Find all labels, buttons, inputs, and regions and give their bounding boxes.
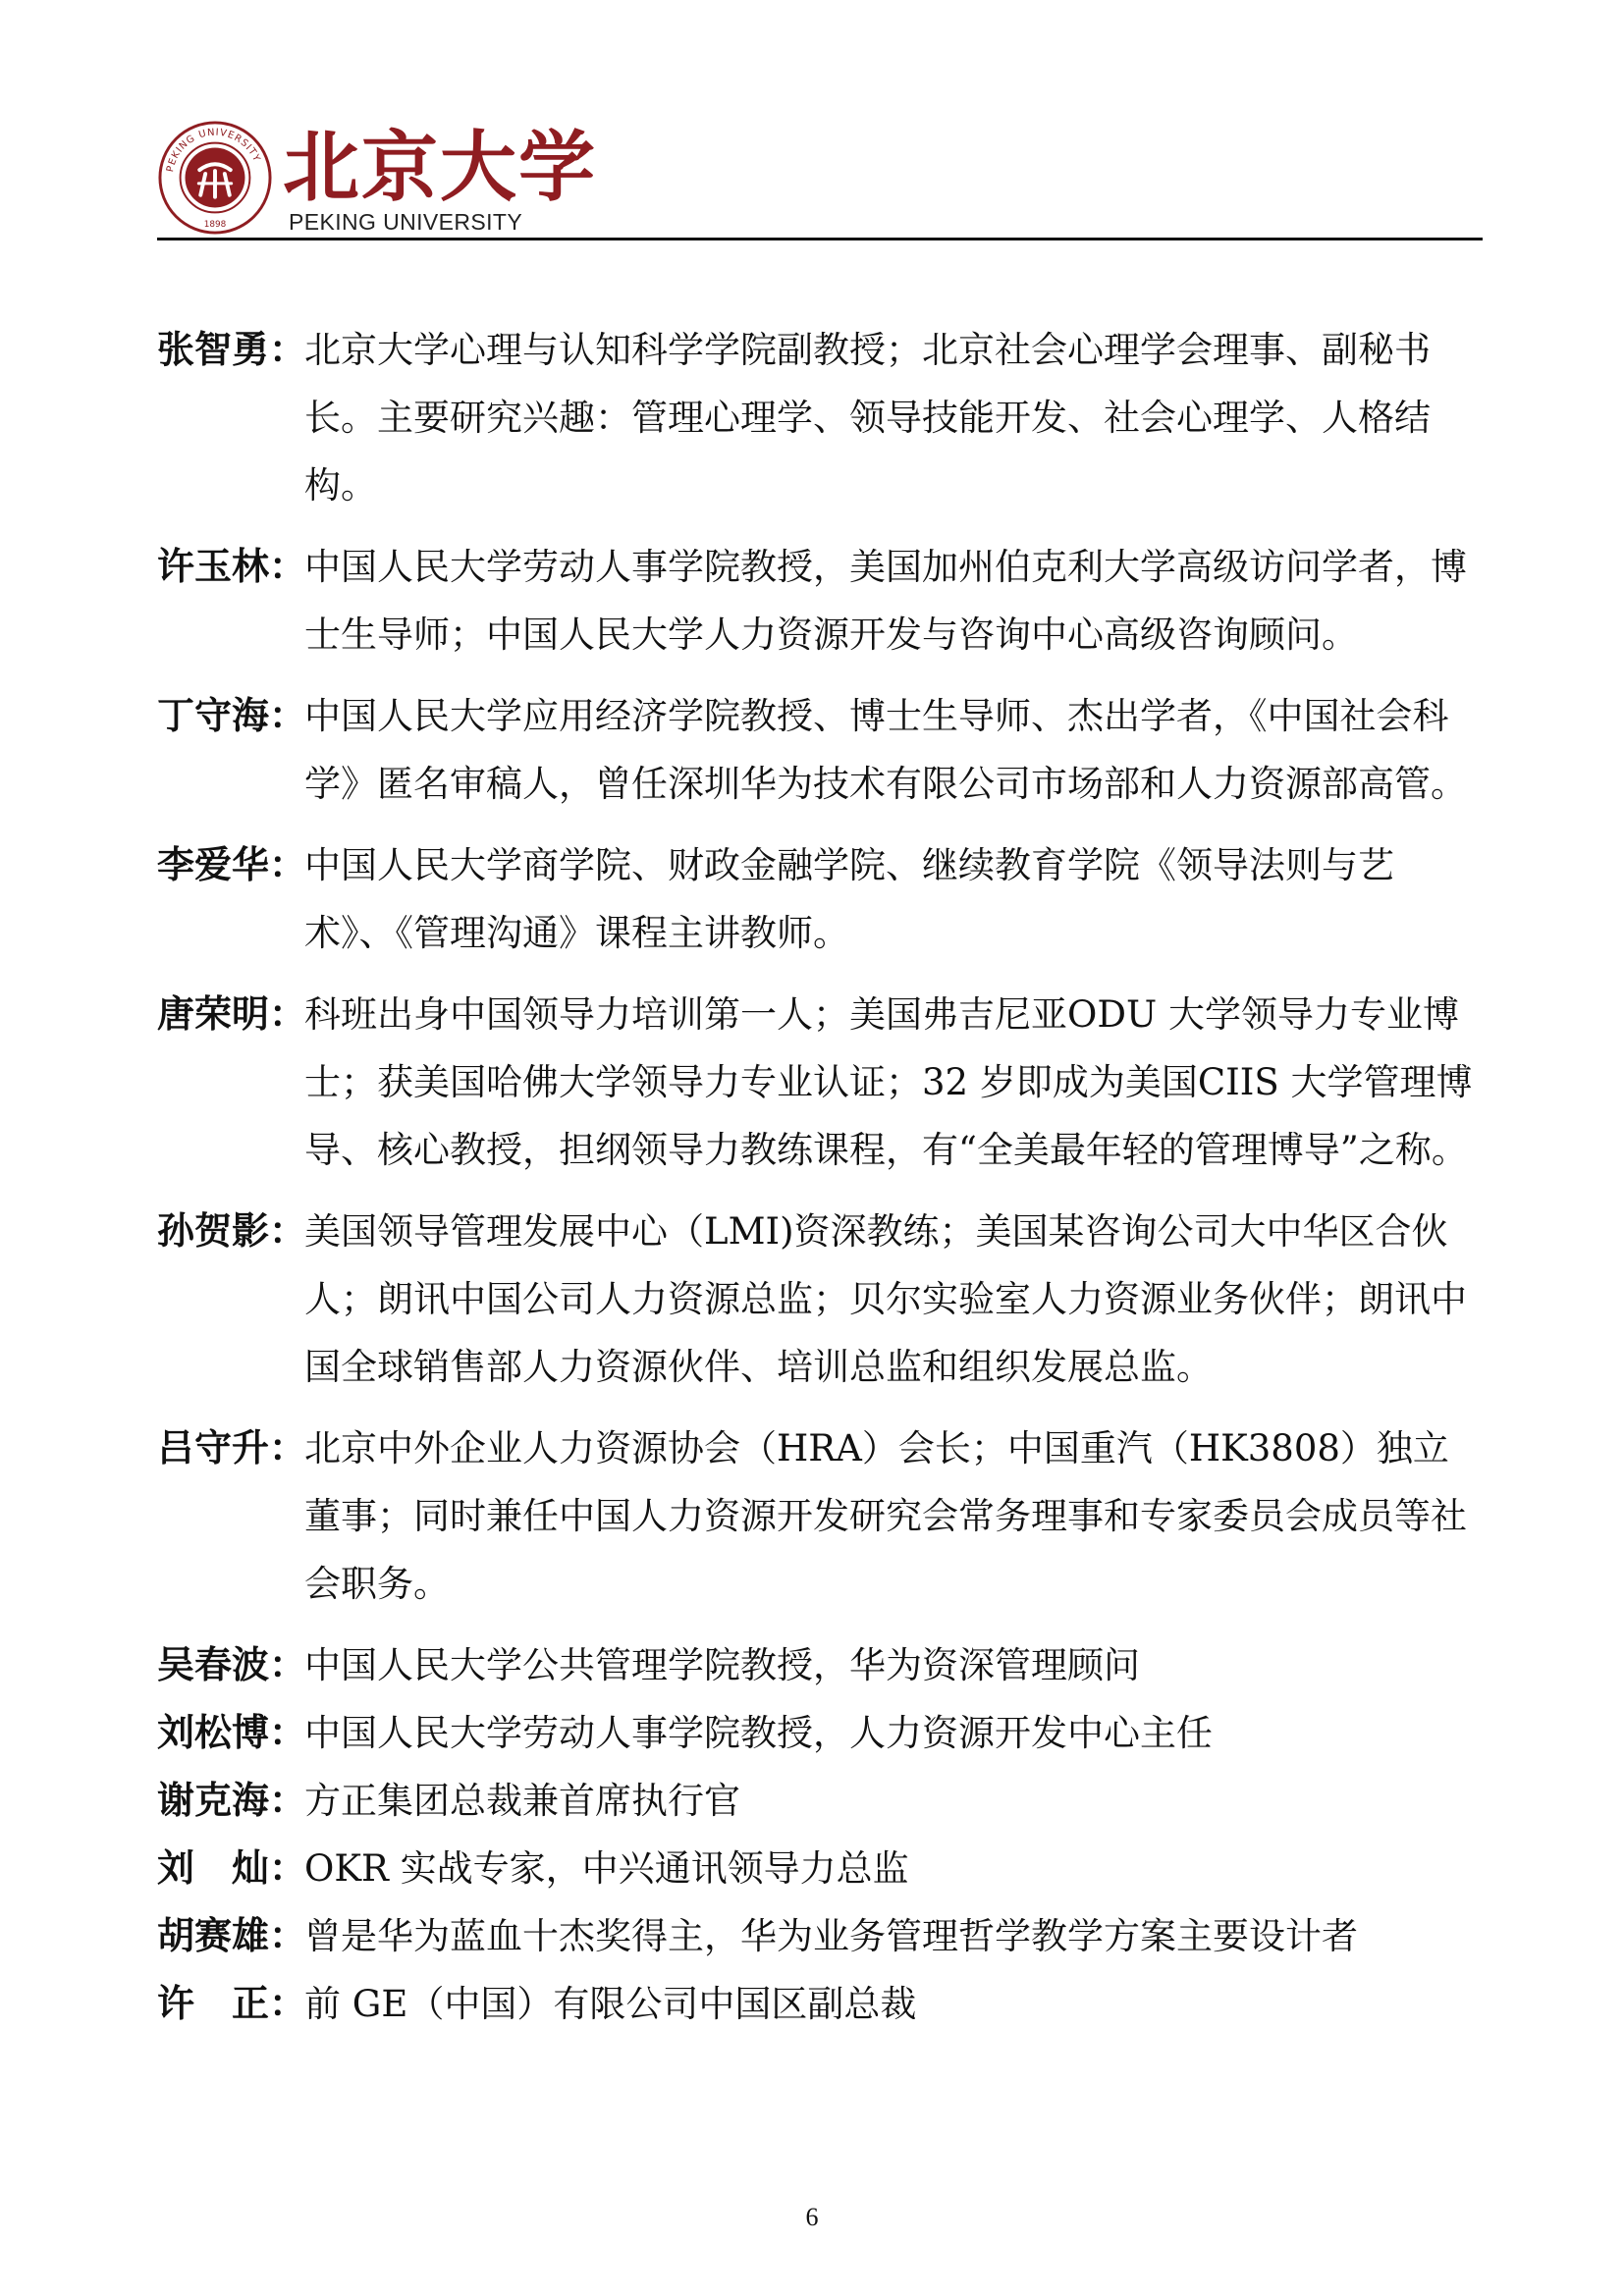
faculty-bio: 方正集团总裁兼首席执行官: [304, 1780, 740, 1822]
faculty-entry: [157, 1902, 1473, 1970]
faculty-name: 许 正：: [157, 1982, 307, 2025]
faculty-name: 谢克海：: [157, 1779, 307, 1822]
faculty-name: 刘松博：: [157, 1711, 307, 1754]
faculty-bio: 中国人民大学应用经济学院教授、博士生导师、杰出学者，《中国社会科学》匿名审稿人，曾任深圳华为技术有限公司市场部和人力资源部高管。: [304, 695, 1467, 805]
faculty-bio: OKR 实战专家，中兴通讯领导力总监: [304, 1847, 909, 1890]
faculty-bio: 中国人民大学劳动人事学院教授，人力资源开发中心主任: [304, 1712, 1213, 1754]
faculty-bio: 中国人民大学商学院、财政金融学院、继续教育学院《领导法则与艺术》、《管理沟通》课程主讲教师。: [304, 844, 1394, 954]
faculty-bio: 北京中外企业人力资源协会（HRA）会长；中国重汽（HK3808）独立董事；同时兼任中国人力资源开发研究会常务理事和专家委员会成员等社会职务。: [304, 1427, 1467, 1605]
faculty-name: 孙贺影：: [157, 1209, 307, 1253]
faculty-bio: 中国人民大学劳动人事学院教授，美国加州伯克利大学高级访问学者，博士生导师；中国人民大学人力资源开发与咨询中心高级咨询顾问。: [304, 546, 1467, 656]
faculty-entry: [157, 1835, 1473, 1902]
faculty-name: 张智勇：: [157, 328, 307, 371]
university-logo-english: PEKING UNIVERSITY: [289, 209, 523, 235]
faculty-entry: [157, 981, 1473, 1184]
svg-text:PEKING UNIVERSITY: PEKING UNIVERSITY: [165, 127, 262, 174]
faculty-name: 许玉林：: [157, 545, 307, 588]
svg-text:1898: 1898: [203, 220, 227, 231]
faculty-entry: [157, 1415, 1473, 1618]
faculty-entry: [157, 1198, 1473, 1401]
faculty-bio: 中国人民大学公共管理学院教授，华为资深管理顾问: [304, 1644, 1140, 1686]
faculty-name: 胡赛雄：: [157, 1914, 307, 1957]
faculty-entry: [157, 1767, 1473, 1835]
faculty-entry: [157, 316, 1473, 519]
faculty-entry: [157, 1699, 1473, 1767]
faculty-bio: 曾是华为蓝血十杰奖得主，华为业务管理哲学教学方案主要设计者: [304, 1915, 1358, 1957]
faculty-name: 丁守海：: [157, 694, 307, 737]
faculty-entry: [157, 682, 1473, 818]
page-number: 6: [805, 2203, 819, 2231]
faculty-entry: [157, 1631, 1473, 1699]
faculty-name: 李爱华：: [157, 843, 307, 886]
faculty-bio: 美国领导管理发展中心（LMI)资深教练；美国某咨询公司大中华区合伙人；朗讯中国公司人力资源总监；贝尔实验室人力资源业务伙伴；朗讯中国全球销售部人力资源伙伴、培训总监和组织发展总监。: [304, 1210, 1467, 1388]
faculty-list: [157, 316, 1473, 2038]
faculty-name: 吴春波：: [157, 1643, 307, 1686]
faculty-name: 唐荣明：: [157, 992, 307, 1036]
university-logo-chinese: 北京大学: [283, 123, 598, 212]
faculty-bio: 前 GE（中国）有限公司中国区副总裁: [304, 1983, 917, 2025]
page-header: [157, 116, 1483, 240]
faculty-bio: 北京大学心理与认知科学学院副教授；北京社会心理学会理事、副秘书长。主要研究兴趣：管理心理学、领导技能开发、社会心理学、人格结构。: [304, 329, 1431, 507]
faculty-entry: [157, 533, 1473, 668]
header-divider: [157, 238, 1483, 240]
peking-university-seal-icon: [157, 120, 273, 236]
faculty-name: 刘 灿：: [157, 1846, 307, 1890]
faculty-bio: 科班出身中国领导力培训第一人；美国弗吉尼亚ODU 大学领导力专业博士；获美国哈佛大学领导力专业认证；32 岁即成为美国CIIS 大学管理博导、核心教授，担纲领导力教练课程，有“全美最年轻的管理博导”之称。: [304, 993, 1473, 1171]
faculty-entry: [157, 1970, 1473, 2038]
faculty-entry: [157, 831, 1473, 967]
faculty-name: 吕守升：: [157, 1426, 307, 1469]
